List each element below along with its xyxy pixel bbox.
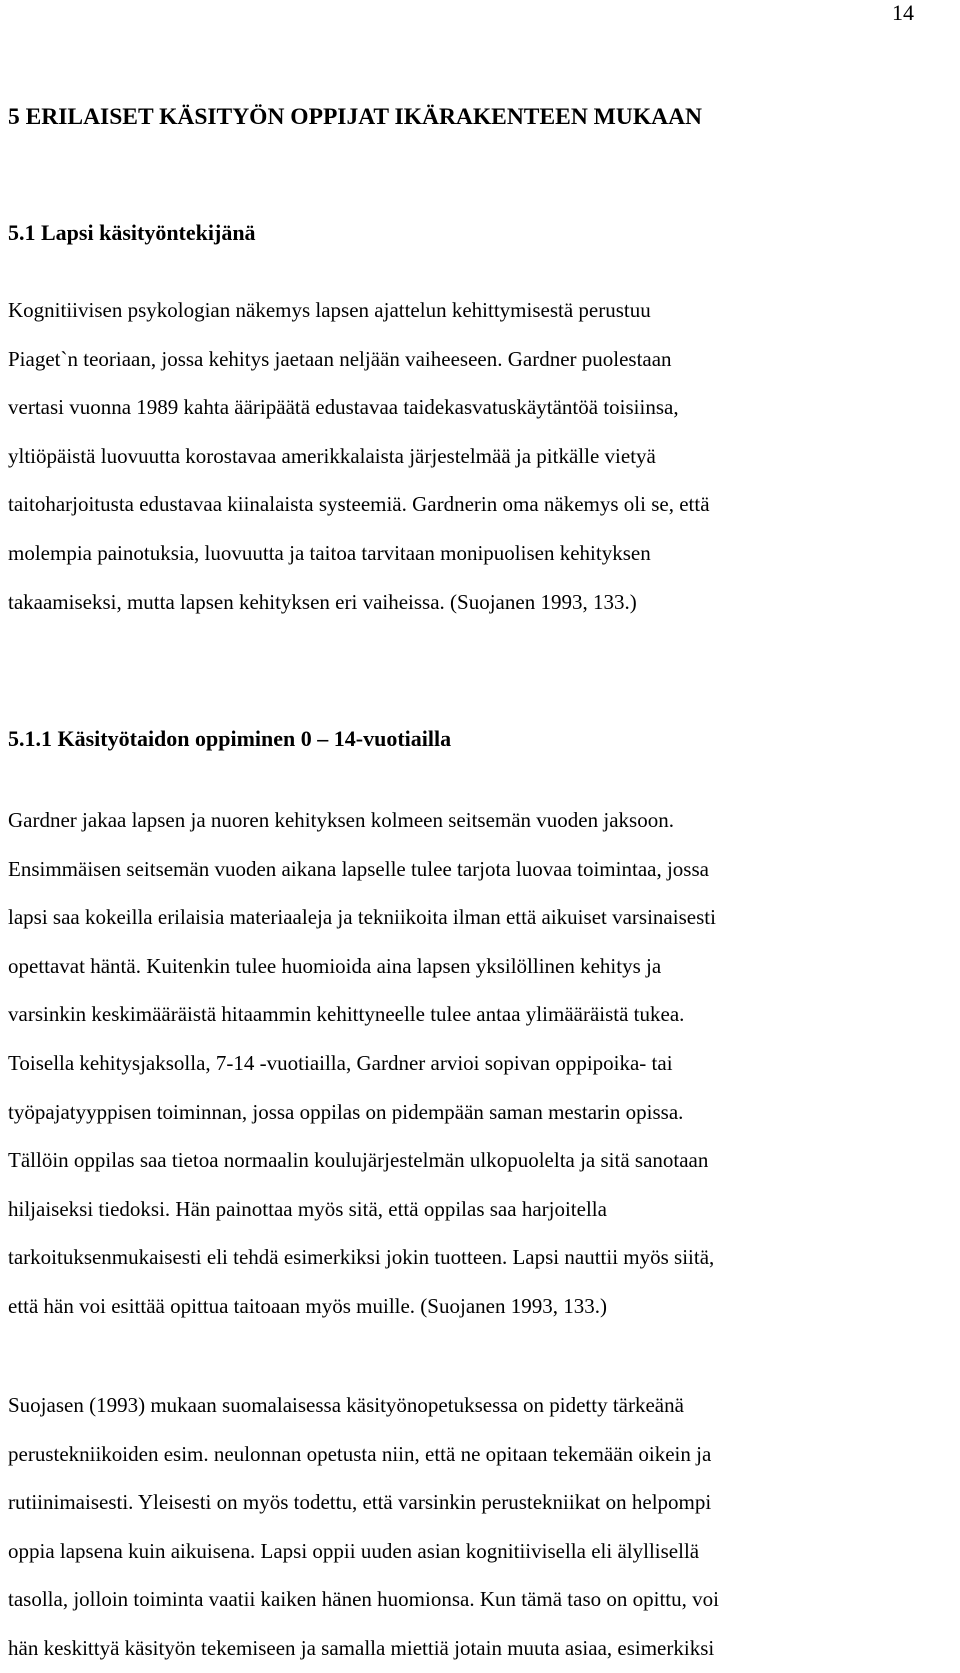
text-line: tasolla, jolloin toiminta vaatii kaiken hänen huomionsa. Kun tämä taso on opittu, voi <box>8 1587 719 1612</box>
paragraph-1 <box>8 286 710 626</box>
paragraph-2 <box>8 796 716 1331</box>
text-line: Toisella kehitysjaksolla, 7-14 -vuotiailla, Gardner arvioi sopivan oppipoika- tai <box>8 1050 673 1075</box>
text-line: työpajatyyppisen toiminnan, jossa oppilas on pidempään saman mestarin opissa. <box>8 1099 684 1124</box>
text-line: opettavat häntä. Kuitenkin tulee huomioida aina lapsen yksilöllinen kehitys ja <box>8 953 662 978</box>
text-line: takaamiseksi, mutta lapsen kehityksen eri vaiheissa. (Suojanen 1993, 133.) <box>8 589 637 614</box>
text-line: tarkoituksenmukaisesti eli tehdä esimerkiksi jokin tuotteen. Lapsi nauttii myös siitä, <box>8 1245 715 1270</box>
text-line: Ensimmäisen seitsemän vuoden aikana lapselle tulee tarjota luovaa toimintaa, jossa <box>8 856 709 881</box>
text-line: Tällöin oppilas saa tietoa normaalin koulujärjestelmän ulkopuolelta ja sitä sanotaan <box>8 1148 709 1173</box>
text-line: Gardner jakaa lapsen ja nuoren kehityksen kolmeen seitsemän vuoden jaksoon. <box>8 808 674 832</box>
text-line: Piaget`n teoriaan, jossa kehitys jaetaan neljään vaiheeseen. Gardner puolestaan <box>8 346 672 371</box>
paragraph-3 <box>8 1381 719 1673</box>
text-line: taitoharjoitusta edustavaa kiinalaista systeemiä. Gardnerin oma näkemys oli se, että <box>8 492 710 517</box>
text-line: että hän voi esittää opittua taitoaan myös muille. (Suojanen 1993, 133.) <box>8 1293 607 1318</box>
text-line: hiljaiseksi tiedoksi. Hän painottaa myös sitä, että oppilas saa harjoitella <box>8 1196 607 1221</box>
text-line: rutiinimaisesti. Yleisesti on myös todettu, että varsinkin perustekniikat on helpompi <box>8 1490 712 1515</box>
text-line: molempia painotuksia, luovuutta ja taitoa tarvitaan monipuolisen kehityksen <box>8 540 651 565</box>
text-line: Kognitiivisen psykologian näkemys lapsen ajattelun kehittymisestä perustuu <box>8 298 651 322</box>
chapter-heading: 5 ERILAISET KÄSITYÖN OPPIJAT IKÄRAKENTEEN MUKAAN <box>8 104 703 130</box>
text-line: oppia lapsena kuin aikuisena. Lapsi oppii uuden asian kognitiivisella eli älyllisellä <box>8 1538 700 1563</box>
text-line: Suojasen (1993) mukaan suomalaisessa käsityönopetuksessa on pidetty tärkeänä <box>8 1393 684 1417</box>
text-line: yltiöpäistä luovuutta korostavaa amerikkalaista järjestelmää ja pitkälle vietyä <box>8 443 656 468</box>
text-line: hän keskittyä käsityön tekemiseen ja samalla miettiä jotain muuta asiaa, esimerkiksi <box>8 1635 715 1660</box>
text-line: varsinkin keskimääräistä hitaammin kehittyneelle tulee antaa ylimääräistä tukea. <box>8 1002 685 1027</box>
text-line: vertasi vuonna 1989 kahta ääripäätä edustavaa taidekasvatuskäytäntöä toisiinsa, <box>8 395 679 420</box>
text-line: perustekniikoiden esim. neulonnan opetusta niin, että ne opitaan tekemään oikein ja <box>8 1441 712 1466</box>
page-number: 14 <box>892 0 914 25</box>
text-line: lapsi saa kokeilla erilaisia materiaaleja ja tekniikoita ilman että aikuiset varsinaisesti <box>8 905 716 930</box>
section-heading: 5.1 Lapsi käsityöntekijänä <box>8 220 256 245</box>
subsection-heading: 5.1.1 Käsityötaidon oppiminen 0 – 14-vuotiailla <box>8 726 452 751</box>
